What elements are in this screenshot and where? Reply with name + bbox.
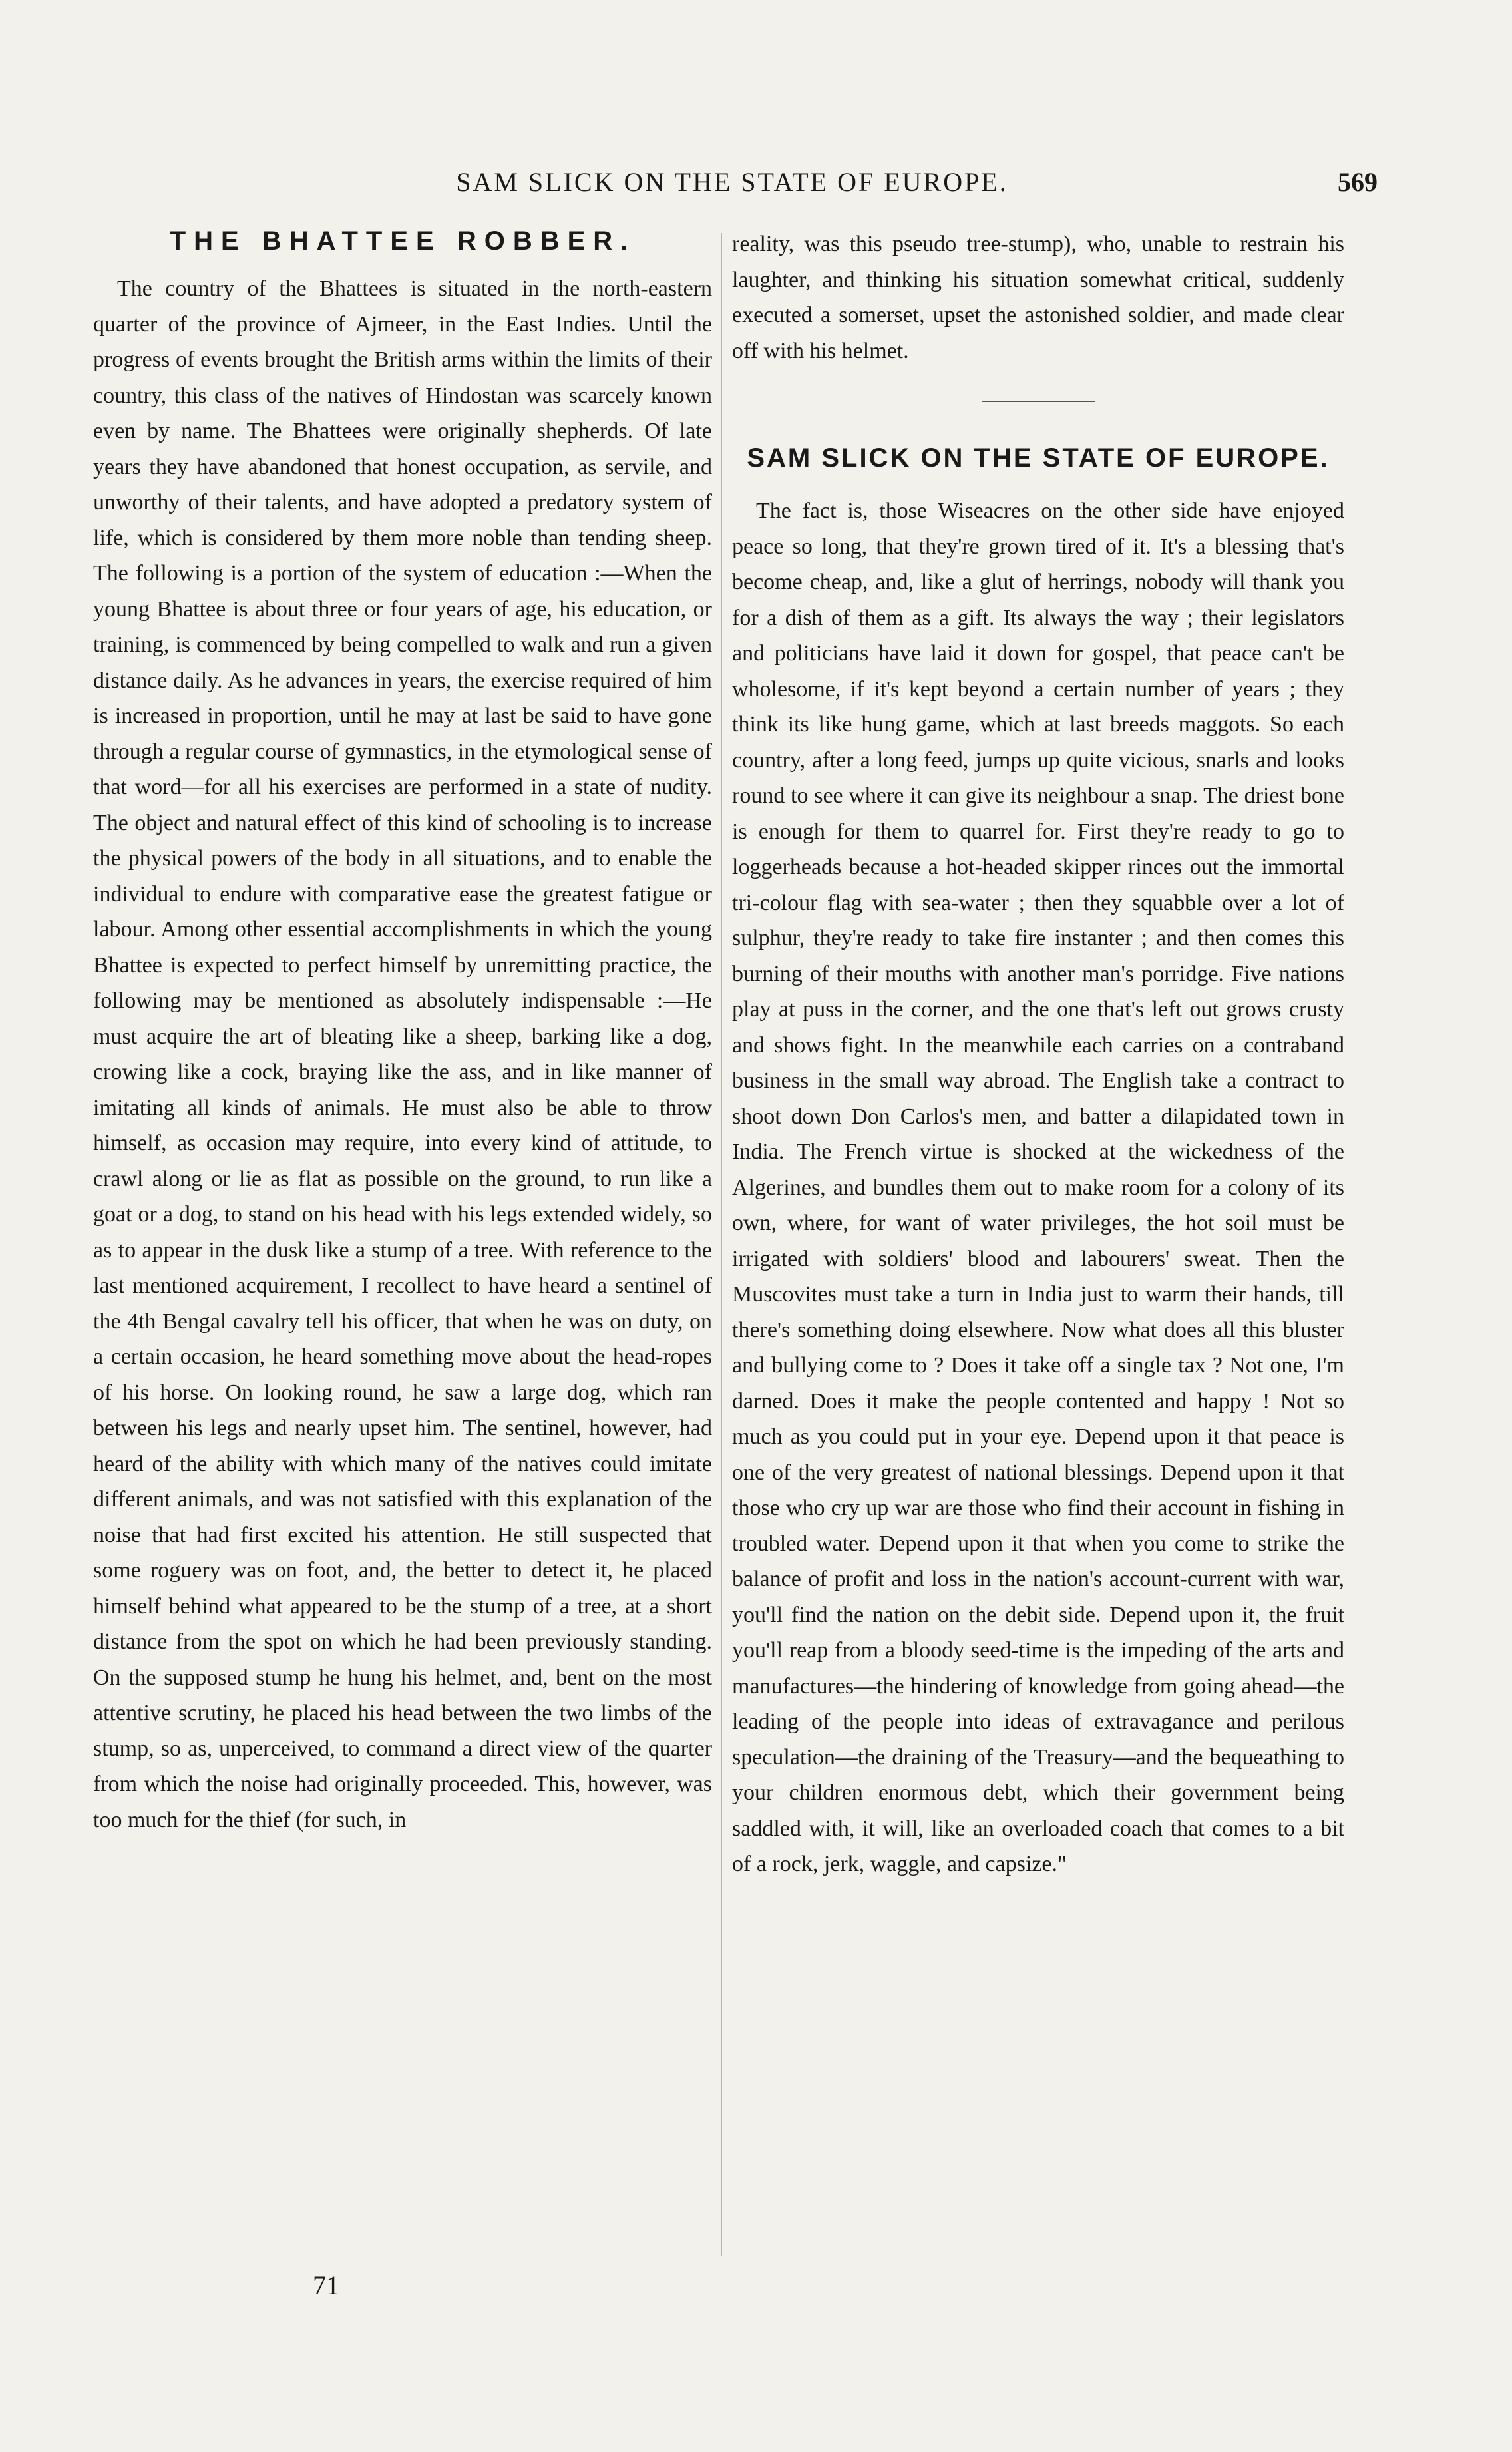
- section-title: SAM SLICK ON THE STATE OF EUROPE.: [747, 443, 1330, 473]
- article-title: THE BHATTEE ROBBER.: [169, 226, 636, 256]
- column-divider: [721, 233, 722, 2256]
- page-number: 569: [1338, 167, 1378, 197]
- article-body-sam-slick: The fact is, those Wiseacres on the other side have enjoyed peace so long, that they're grown tired of it. It's a blessing that's become cheap, and, like a glut of herrings, nobody will thank you for a dish of them as a gift. Its always the way ; their legislators and politicians have laid it down for gospel, that peace can't be wholesome, if it's kept beyond a certain number of years ; they think its like hung game, which at last breeds maggots. So each country, after a long feed, jumps up quite vicious, snarls and looks round to see where it can give its neighbour a snap. The driest bone is enough for them to quarrel for. First they're ready to go to loggerheads because a hot-headed skipper rinces out the immortal tri-colour flag with sea-water ; then they squabble over a lot of sulphur, they're ready to take fire instanter ; and then comes this burning of their mouths with another man's porridge. Five nations play at puss in the corner, and the one that's left out grows crusty and shows fight. In the meanwhile each carries on a contraband business in the small way abroad. The English take a contract to shoot down Don Carlos's men, and batter a dilapidated town in India. The French virtue is shocked at the wickedness of the Algerines, and bundles them out to make room for a colony of its own, where, for want of water privileges, the hot soil must be irrigated with soldiers' blood and labourers' sweat. Then the Muscovites must take a turn in India just to warm their hands, till there's something doing elsewhere. Now what does all this bluster and bullying come to ? Does it take off a single tax ? Not one, I'm darned. Does it make the people contented and happy ! Not so much as you could put in your eye. Depend upon it that peace is one of the very greatest of national blessings. Depend upon it that those who cry up war are those who find their account in fishing in troubled water. Depend upon it that when you come to strike the balance of profit and loss in the nation's account-current with war, you'll find the nation on the debit side. Depend upon it, the fruit you'll reap from a bloody seed-time is the impeding of the arts and manufactures—the hindering of knowledge from going ahead—the leading of the people into ideas of extravagance and perilous speculation—the draining of the Treasury—and the bequeathing to your children enormous debt, which their government being saddled with, it will, like an overloaded coach that comes to a bit of a rock, jerk, waggle, and capsize.": [732, 499, 1344, 1876]
- left-column: [93, 226, 712, 2256]
- right-column: [732, 226, 1344, 2256]
- article-body-bhattee: The country of the Bhattees is situated in the north-eastern quarter of the province of Ajmeer, in the East Indies. Until the progress of events brought the British arms within the limits of their country, this class of the natives of Hindostan was scarcely known even by name. The Bhattees were originally shepherds. Of late years they have abandoned that honest occupation, as servile, and unworthy of their talents, and have adopted a predatory system of life, which is considered by them more noble than tending sheep. The following is a portion of the system of education :—When the young Bhattee is about three or four years of age, his education, or training, is commenced by being compelled to walk and run a given distance daily. As he advances in years, the exercise required of him is increased in proportion, until he may at last be said to have gone through a regular course of gymnastics, in the etymological sense of that word—for all his exercises are performed in a state of nudity. The object and natural effect of this kind of schooling is to increase the physical powers of the body in all situations, and to enable the individual to endure with comparative ease the greatest fatigue or labour. Among other essential accomplishments in which the young Bhattee is expected to perfect himself by unremitting practice, the following may be mentioned as absolutely indispensable :—He must acquire the art of bleating like a sheep, barking like a dog, crowing like a cock, braying like the ass, and in like manner of imitating all kinds of animals. He must also be able to throw himself, as occasion may require, into every kind of attitude, to crawl along or lie as flat as possible on the ground, to run like a goat or a dog, to stand on his head with his legs extended widely, so as to appear in the dusk like a stump of a tree. With reference to the last mentioned acquirement, I recollect to have heard a sentinel of the 4th Bengal cavalry tell his officer, that when he was on duty, on a certain occasion, he heard something move about the head-ropes of his horse. On looking round, he saw a large dog, which ran between his legs and nearly upset him. The sentinel, however, had heard of the ability with which many of the natives could imitate different animals, and was not satisfied with this explanation of the noise that had first excited his attention. He still suspected that some roguery was on foot, and, the better to detect it, he placed himself behind what appeared to be the stump of a tree, at a short distance from the spot on which he had been previously standing. On the supposed stump he hung his helmet, and, bent on the most attentive scrutiny, he placed his head between the two limbs of the stump, so as, unperceived, to command a direct view of the quarter from which the noise had originally proceeded. This, however, was too much for the thief (for such, in: [93, 276, 712, 1832]
- running-head: [87, 166, 1378, 213]
- article-continuation: reality, was this pseudo tree-stump), who, unable to restrain his laughter, and thinking his situation somewhat critical, suddenly executed a somerset, upset the astonished soldier, and made clear off with his helmet.: [732, 232, 1344, 363]
- section-rule: [982, 401, 1095, 402]
- running-title: SAM SLICK ON THE STATE OF EUROPE.: [456, 167, 1008, 197]
- signature-mark: 71: [313, 2270, 339, 2300]
